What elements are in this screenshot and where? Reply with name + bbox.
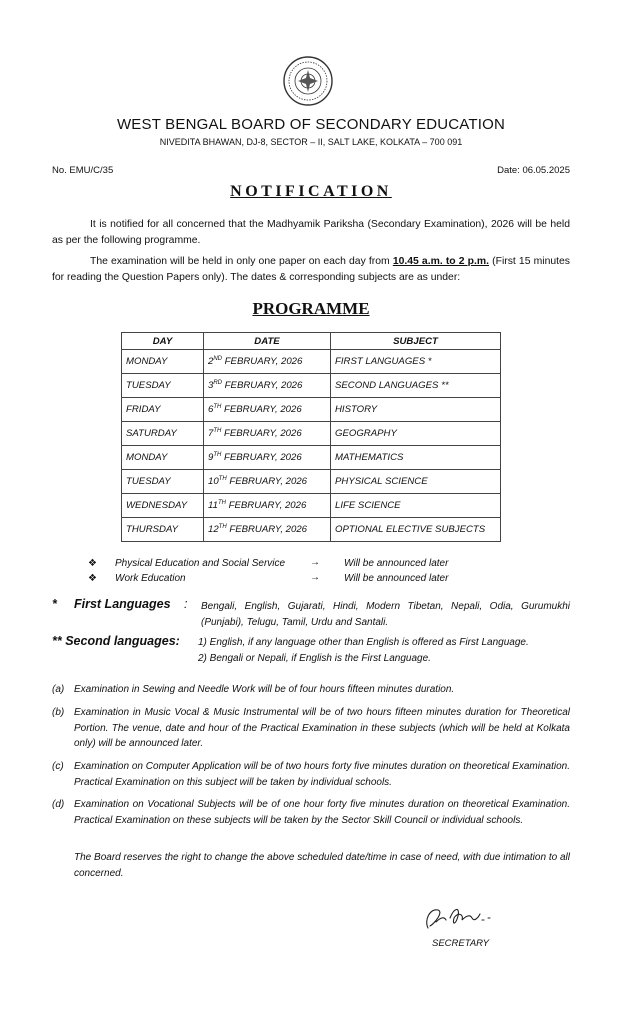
second-languages-rule-1: 1) English, if any language other than English is offered as First Language. bbox=[198, 637, 529, 648]
programme-title: PROGRAMME bbox=[252, 299, 370, 318]
exam-schedule-table bbox=[121, 332, 501, 542]
note-item: (a) Examination in Sewing and Needle Work will be of four hours fifteen minutes duration. bbox=[52, 684, 455, 695]
row-day: FRIDAY bbox=[122, 398, 204, 422]
table-row bbox=[122, 494, 501, 518]
first-languages-list: Bengali, English, Gujarati, Hindi, Modern Tibetan, Nepali, Odia, Gurumukhi (Punjabi), Telugu, Tamil, Urdu and Santali. bbox=[201, 601, 570, 628]
table-row bbox=[122, 518, 501, 542]
bullet-value: Will be announced later bbox=[344, 558, 449, 569]
table-row bbox=[122, 374, 501, 398]
secretary-signature bbox=[420, 900, 500, 934]
intro-text-2b: (First 15 minutes for reading the Question Papers only). The dates & corresponding subjects are as under: bbox=[52, 256, 570, 283]
header-date: DATE bbox=[204, 333, 331, 350]
table-row bbox=[122, 470, 501, 494]
bullet-label: Work Education bbox=[115, 573, 186, 584]
note-item: (b) Examination in Music Vocal & Music Instrumental will be of two hours fifteen minutes duration for Theoretical Portion. The venue, date and hour of the Practical Examination in these subjects (which will be held at Kolkata only) will be announced later. bbox=[52, 707, 570, 749]
table-row bbox=[122, 422, 501, 446]
table-row bbox=[122, 446, 501, 470]
exam-time: 10.45 a.m. to 2 p.m. bbox=[392, 256, 490, 267]
row-day: MONDAY bbox=[122, 350, 204, 374]
intro-paragraph-1 bbox=[52, 217, 570, 249]
second-languages-label: ** Second languages: bbox=[52, 634, 180, 648]
row-subject: LIFE SCIENCE bbox=[331, 494, 501, 518]
board-name: WEST BENGAL BOARD OF SECONDARY EDUCATION bbox=[116, 116, 506, 133]
header-subject: SUBJECT bbox=[331, 333, 501, 350]
row-subject: OPTIONAL ELECTIVE SUBJECTS bbox=[331, 518, 501, 542]
table-header-row bbox=[122, 333, 501, 350]
note-item: (d) Examination on Vocational Subjects will be of one hour forty five minutes duration on theoretical Examination. Practical Examination on these subjects will be taken by the Sector Skill Council or individual schools. bbox=[52, 799, 570, 826]
row-subject: PHYSICAL SCIENCE bbox=[331, 470, 501, 494]
reference-number: No. EMU/C/35 bbox=[52, 165, 114, 176]
row-day: THURSDAY bbox=[122, 518, 204, 542]
arrow-right-icon: → bbox=[310, 572, 320, 583]
row-day: SATURDAY bbox=[122, 422, 204, 446]
second-languages-rule-2: 2) Bengali or Nepali, if English is the First Language. bbox=[198, 653, 431, 664]
row-date: 12TH FEBRUARY, 2026 bbox=[204, 518, 331, 542]
row-subject: HISTORY bbox=[331, 398, 501, 422]
board-seal-logo bbox=[283, 56, 333, 106]
bullet-value: Will be announced later bbox=[344, 573, 449, 584]
header-day: DAY bbox=[122, 333, 204, 350]
intro-text-2a: The examination will be held in only one paper on each day from bbox=[90, 256, 393, 267]
board-address: NIVEDITA BHAWAN, DJ-8, SECTOR – II, SALT LAKE, KOLKATA – 700 091 bbox=[159, 137, 463, 147]
row-day: MONDAY bbox=[122, 446, 204, 470]
row-date: 11TH FEBRUARY, 2026 bbox=[204, 494, 331, 518]
row-subject: MATHEMATICS bbox=[331, 446, 501, 470]
row-date: 2ND FEBRUARY, 2026 bbox=[204, 350, 331, 374]
notification-title: NOTIFICATION bbox=[230, 183, 392, 200]
row-date: 7TH FEBRUARY, 2026 bbox=[204, 422, 331, 446]
row-subject: FIRST LANGUAGES * bbox=[331, 350, 501, 374]
row-subject: SECOND LANGUAGES ** bbox=[331, 374, 501, 398]
note-item: (c) Examination on Computer Application will be of two hours forty five minutes duration on theoretical Examination. Practical Examination on this subject will be taken by individual schools. bbox=[52, 761, 570, 788]
closing-remark: The Board reserves the right to change the above scheduled date/time in case of need, with due intimation to all concerned. bbox=[74, 852, 570, 879]
table-row bbox=[122, 398, 501, 422]
row-date: 9TH FEBRUARY, 2026 bbox=[204, 446, 331, 470]
diamond-bullet-icon: ❖ bbox=[88, 558, 97, 569]
row-subject: GEOGRAPHY bbox=[331, 422, 501, 446]
row-day: WEDNESDAY bbox=[122, 494, 204, 518]
table-row bbox=[122, 350, 501, 374]
bullet-label: Physical Education and Social Service bbox=[115, 558, 286, 569]
first-languages-label: * First Languages : bbox=[52, 597, 188, 611]
arrow-right-icon: → bbox=[310, 557, 320, 568]
notification-date: Date: 06.05.2025 bbox=[497, 165, 570, 176]
diamond-bullet-icon: ❖ bbox=[88, 573, 97, 584]
row-day: TUESDAY bbox=[122, 470, 204, 494]
intro-paragraph-2 bbox=[52, 254, 570, 286]
row-date: 6TH FEBRUARY, 2026 bbox=[204, 398, 331, 422]
row-day: TUESDAY bbox=[122, 374, 204, 398]
signatory-title: SECRETARY bbox=[432, 938, 490, 949]
row-date: 10TH FEBRUARY, 2026 bbox=[204, 470, 331, 494]
intro-text-1: It is notified for all concerned that the Madhyamik Pariksha (Secondary Examination), 2026 will be held as per the following programme. bbox=[52, 219, 570, 246]
row-date: 3RD FEBRUARY, 2026 bbox=[204, 374, 331, 398]
